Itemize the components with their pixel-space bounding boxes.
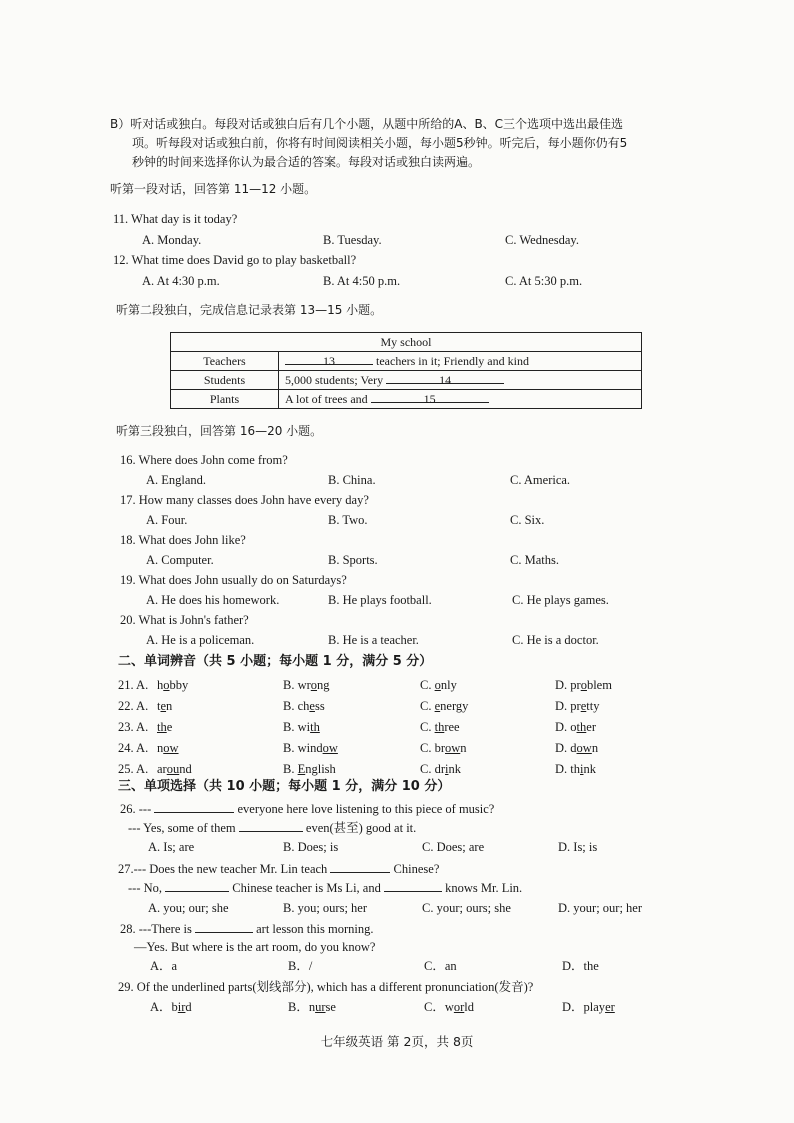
q18-option-c: C. Maths. (510, 553, 559, 567)
q27-text: Chinese teacher is Ms Li, and (232, 881, 381, 895)
word-part: se (325, 1000, 336, 1014)
q28-option-b: B．/ (288, 959, 313, 973)
q19-option-c: C. He plays games. (512, 593, 609, 607)
q26-number: 26. --- (120, 802, 152, 816)
word-part: e (166, 720, 173, 734)
q12-option-c: C. At 5:30 p.m. (505, 274, 583, 288)
word-part: C．w (424, 1000, 454, 1014)
word-q22-b (283, 698, 325, 714)
answer-blank[interactable] (154, 800, 234, 813)
word-part: nd (179, 762, 192, 776)
underlined-part: ur (315, 1000, 326, 1014)
q29-stem: 29. Of the underlined parts(划线部分), which has a different pronunciation(发音)? (118, 980, 534, 994)
instruction-line-1: B）听对话或独白。每段对话或独白后有几个小题，从题中所给的A、B、C三个选项中选出最佳选 (110, 117, 624, 131)
underlined-part: th (434, 720, 445, 734)
word-part: tty (586, 699, 600, 713)
q12-stem: 12. What time does David go to play basketball? (113, 253, 357, 267)
word-part: ng (317, 678, 330, 692)
answer-blank[interactable] (239, 819, 303, 832)
answer-blank-13[interactable]: 13 (285, 352, 373, 365)
table-row-text: 5,000 students; Very (285, 373, 384, 387)
section-3-heading: 三、单项选择（共 10 小题；每小题 1 分，满分 10 分） (118, 779, 451, 794)
q26-option-d: D. Is; is (558, 840, 598, 854)
q26-option-a: A. Is; are (148, 840, 195, 854)
answer-blank-15[interactable]: 15 (371, 390, 489, 403)
q18-stem: 18. What does John like? (120, 533, 246, 547)
table-row-text: A lot of trees and (285, 392, 368, 406)
q27-option-b: B. you; ours; her (283, 901, 368, 915)
q28-line-2: —Yes. But where is the art room, do you know? (134, 940, 376, 954)
word-part: C. (420, 699, 435, 713)
part1-title: 听第一段对话，回答第 11—12 小题。 (110, 182, 317, 196)
word-q25-c (420, 761, 461, 777)
q29-option-d (562, 999, 615, 1015)
q26-text: --- Yes, some of them (128, 821, 236, 835)
word-q21-d (555, 677, 612, 693)
word-q21-number: 21. A. (118, 678, 149, 692)
word-part: ree (444, 720, 460, 734)
q28-option-d: D．the (562, 959, 599, 973)
q17-option-a: A. Four. (146, 513, 188, 527)
underlined-part: o (580, 678, 587, 692)
table-row-label: Plants (171, 390, 279, 409)
underlined-part: e (309, 699, 315, 713)
word-part: blem (586, 678, 612, 692)
q19-stem: 19. What does John usually do on Saturdays? (120, 573, 347, 587)
q18-option-b: B. Sports. (328, 553, 378, 567)
answer-blank[interactable] (195, 920, 253, 933)
section-2-heading: 二、单词辨音（共 5 小题；每小题 1 分，满分 5 分） (118, 654, 433, 669)
word-part: B. wind (283, 741, 323, 755)
answer-blank-14[interactable]: 14 (386, 371, 504, 384)
word-part: nk (448, 762, 461, 776)
q26-text: even(甚至) good at it. (305, 821, 417, 835)
underlined-part: th (157, 720, 167, 734)
q16-option-a: A. England. (146, 473, 207, 487)
underlined-part: er (605, 1000, 615, 1014)
word-part: C. dr (420, 762, 445, 776)
q27-option-c: C. your; ours; she (422, 901, 511, 915)
table-row-label: Teachers (171, 352, 279, 371)
q26-text: everyone here love listening to this piece of music? (237, 802, 495, 816)
underlined-part: ir (177, 1000, 186, 1014)
q27-text: knows Mr. Lin. (445, 881, 523, 895)
word-part: ar (157, 762, 167, 776)
q26-option-b: B. Does; is (283, 840, 339, 854)
underlined-part: ou (166, 762, 180, 776)
q28-line-1 (120, 920, 373, 937)
q16-stem: 16. Where does John come from? (120, 453, 288, 467)
word-q21-a (157, 677, 188, 693)
part2-title: 听第二段独白，完成信息记录表第 13—15 小题。 (116, 303, 383, 317)
word-q22-c (420, 698, 468, 714)
underlined-part: E (297, 762, 306, 776)
q12-option-a: A. At 4:30 p.m. (142, 274, 220, 288)
word-q24-d (555, 740, 598, 756)
word-q25-a (157, 761, 192, 777)
q28-text: art lesson this morning. (256, 922, 374, 936)
word-q23-c (420, 719, 460, 735)
word-part: C. (420, 720, 435, 734)
word-part: B．n (288, 1000, 316, 1014)
q27-line-2 (128, 879, 522, 896)
table-row-content (279, 390, 642, 409)
word-q21-b (283, 677, 330, 693)
word-part: h (157, 678, 164, 692)
word-q22-a (157, 698, 172, 714)
q29-option-c (424, 999, 474, 1015)
word-q24-c (420, 740, 467, 756)
instruction-line-2: 项。听每段对话或独白前，你将有时间阅读相关小题，每小题5秒钟。听完后，每小题你仍有5 (132, 136, 628, 150)
word-part: D. d (555, 741, 577, 755)
q20-stem: 20. What is John's father? (120, 613, 249, 627)
underlined-part: o (434, 678, 441, 692)
table-row (171, 352, 642, 371)
q17-option-c: C. Six. (510, 513, 545, 527)
table-row-content (279, 371, 642, 390)
q20-option-a: A. He is a policeman. (146, 633, 255, 647)
q17-stem: 17. How many classes does John have every day? (120, 493, 369, 507)
word-q22-d (555, 698, 599, 714)
q28-text: 28. ---There is (120, 922, 192, 936)
underlined-part: i (445, 762, 449, 776)
q26-option-c: C. Does; are (422, 840, 485, 854)
q11-option-b: B. Tuesday. (323, 233, 382, 247)
word-part: B. (283, 762, 298, 776)
q27-text: 27.--- Does the new teacher Mr. Lin teach (118, 862, 328, 876)
table-title: My school (171, 333, 642, 352)
q27-option-d: D. your; our; her (558, 901, 643, 915)
underlined-part: th (310, 720, 320, 734)
table-row-text: teachers in it; Friendly and kind (376, 354, 529, 368)
q26-line-1 (120, 800, 494, 817)
underlined-part: or (453, 1000, 465, 1014)
answer-blank[interactable] (384, 879, 442, 892)
q19-option-b: B. He plays football. (328, 593, 432, 607)
q27-line-1 (118, 860, 439, 877)
word-q22-number: 22. A. (118, 699, 149, 713)
word-q23-b (283, 719, 320, 735)
word-q24-b (283, 740, 338, 756)
page-footer: 七年级英语 第 2页，共 8页 (320, 1034, 474, 1049)
table-row-label: Students (171, 371, 279, 390)
q18-option-a: A. Computer. (146, 553, 214, 567)
instruction-line-3: 秒钟的时间来选择你认为最合适的答案。每段对话或独白读两遍。 (132, 155, 481, 169)
word-part: B. wi (283, 720, 311, 734)
q11-option-c: C. Wednesday. (505, 233, 579, 247)
underlined-part: i (580, 762, 584, 776)
word-q23-a (157, 719, 172, 735)
underlined-part: e (434, 699, 441, 713)
q26-line-2 (128, 819, 416, 836)
word-part: D. pr (555, 699, 581, 713)
answer-blank[interactable] (165, 879, 229, 892)
word-part: A．b (150, 1000, 178, 1014)
table-row (171, 390, 642, 409)
word-part: nk (583, 762, 596, 776)
part3-title: 听第三段独白，回答第 16—20 小题。 (116, 424, 323, 438)
q27-text: Chinese? (393, 862, 440, 876)
underlined-part: o (310, 678, 318, 692)
q19-option-a: A. He does his homework. (146, 593, 280, 607)
q12-option-b: B. At 4:50 p.m. (323, 274, 401, 288)
word-part: bby (169, 678, 189, 692)
word-q24-number: 24. A. (118, 741, 149, 755)
info-record-table (170, 332, 642, 409)
word-part: D．play (562, 1000, 606, 1014)
q29-option-a (150, 999, 192, 1015)
word-part: n (591, 741, 599, 755)
word-q25-number: 25. A. (118, 762, 149, 776)
word-part: d (185, 1000, 192, 1014)
word-part: B. wr (283, 678, 311, 692)
underlined-part: ow (322, 741, 338, 755)
word-part: B. ch (283, 699, 310, 713)
word-part: nly (440, 678, 457, 692)
word-q23-d (555, 719, 596, 735)
word-part: n (157, 741, 164, 755)
word-part: C. br (420, 741, 445, 755)
underlined-part: th (576, 720, 587, 734)
q17-option-b: B. Two. (328, 513, 368, 527)
word-part: D. th (555, 762, 580, 776)
q16-option-c: C. America. (510, 473, 571, 487)
q28-option-a: A．a (150, 959, 178, 973)
q20-option-b: B. He is a teacher. (328, 633, 419, 647)
word-part: D. o (555, 720, 577, 734)
word-part: t (157, 699, 161, 713)
underlined-part: ow (445, 741, 461, 755)
underlined-part: o (163, 678, 170, 692)
q27-option-a: A. you; our; she (148, 901, 229, 915)
q11-option-a: A. Monday. (142, 233, 202, 247)
q16-option-b: B. China. (328, 473, 376, 487)
underlined-part: ow (163, 741, 179, 755)
word-part: n (460, 741, 467, 755)
word-q21-c (420, 677, 457, 693)
underlined-part: ow (576, 741, 592, 755)
q20-option-c: C. He is a doctor. (512, 633, 599, 647)
table-row (171, 371, 642, 390)
word-part: D. pr (555, 678, 581, 692)
q29-option-b (288, 999, 336, 1015)
word-part: nergy (440, 699, 469, 713)
word-part: er (586, 720, 596, 734)
word-q23-number: 23. A. (118, 720, 149, 734)
word-part: ss (314, 699, 325, 713)
underlined-part: e (580, 699, 587, 713)
word-part: nglish (305, 762, 336, 776)
q28-option-c: C．an (424, 959, 457, 973)
word-part: n (166, 699, 173, 713)
q27-text: --- No, (128, 881, 163, 895)
word-part: C. (420, 678, 435, 692)
word-q25-d (555, 761, 596, 777)
word-part: ld (464, 1000, 475, 1014)
word-q25-b (283, 761, 336, 777)
word-q24-a (157, 740, 179, 756)
answer-blank[interactable] (330, 860, 390, 873)
table-row-content (279, 352, 642, 371)
q11-stem: 11. What day is it today? (113, 212, 238, 226)
underlined-part: e (160, 699, 167, 713)
